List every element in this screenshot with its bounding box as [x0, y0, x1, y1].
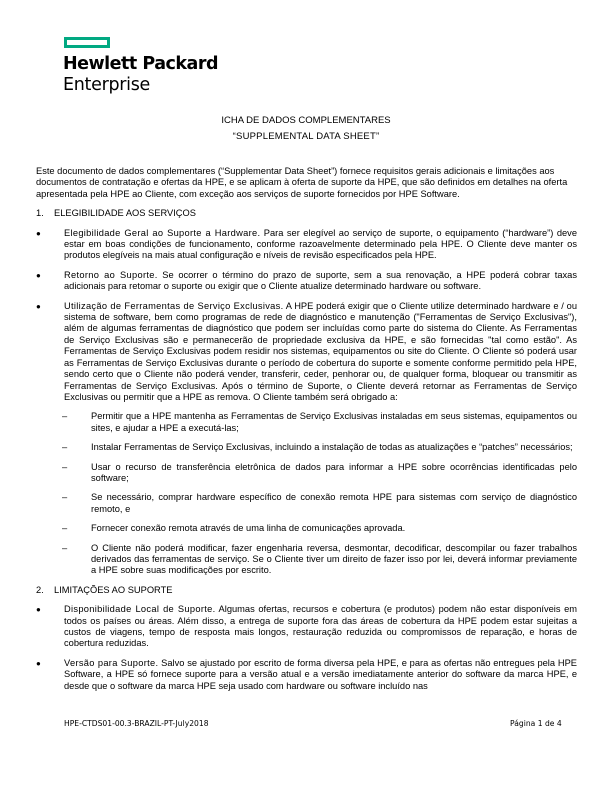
bullet-item [36, 604, 577, 650]
sub-list-item [36, 411, 577, 434]
bullet-text: Para ser elegível ao serviço de suporte, o equipamento (“hardware”) deve estar em boas condições de funcionamento, conforme razoavelmente determinado pela HPE. O Cliente deve manter os produtos elegíveis na mais atual configuração e níveis de revisão especificados pela HPE. [64, 227, 577, 261]
sub-item-text: Fornecer conexão remota através de uma linha de comunicações aprovada. [91, 523, 406, 534]
bullet-lead: Disponibilidade Local de Suporte. [64, 604, 216, 615]
sub-item-text: O Cliente não poderá modificar, fazer engenharia reversa, desmontar, decodificar, descompilar ou fazer trabalhos derivados das ferramentas de serviço. Se o Cliente tiver um direito de fazer isso por lei, deverá informar previamente a HPE sobre suas modificações por escrito. [91, 542, 577, 576]
sub-item-text: Permitir que a HPE mantenha as Ferramentas de Serviço Exclusivas instaladas em seus sistemas, equipamentos ou sites, e ajudar a HPE a executá-las; [91, 411, 577, 433]
bullet-text: A HPE poderá exigir que o Cliente utilize determinado hardware e / ou sistema de software, bem como programas de rede de diagnóstico e manutenção ("Ferramentas de Serviço Exclusivas"), além de algumas ferramentas de diagnóstico que podem ser incluídas como parte do sistema do Cliente. As Ferramentas de Serviço Exclusivas são e permanecerão de propriedade exclusiva da HPE, e são fornecidas "tal como estão". As Ferramentas de Serviço Exclusivas podem residir nos sistemas, equipamentos ou site do Cliente. O Cliente só poderá usar as Ferramentas de Serviço Exclusivas durante o período de cobertura do suporte e somente conforme permitido pela HPE, sendo certo que o Cliente não poderá vender, transferir, ceder, penhorar ou, de qualquer forma, bloquear ou transmitir as Ferramentas de Serviço Exclusivas. Após o término de Suporte, o Cliente deverá retornar as Ferramentas de Serviço Exclusivas ou permitir que a HPE as remova. O Cliente também será obrigado a: [64, 300, 577, 402]
dash-icon: – [62, 492, 68, 503]
sub-list-item [36, 462, 577, 485]
bullet-icon: ● [36, 658, 41, 668]
sub-list-item [36, 492, 577, 515]
intro-paragraph: Este documento de dados complementares (“Supplementar Data Sheet”) fornece requisitos gerais adicionais e limitações aos documentos de contratação e ofertas da HPE, e se aplicam à oferta de suporte da HPE, que são definidos em detalhes na oferta apresentada pela HPE ao Cliente, com exceção aos serviços de suporte fornecidos por HPE Software. [36, 166, 568, 199]
section-1-heading [36, 208, 577, 219]
bullet-item [36, 228, 577, 262]
hpe-logo-bar [64, 37, 110, 48]
sub-list-item [36, 543, 577, 577]
bullet-icon: ● [36, 228, 41, 238]
document-body [36, 166, 577, 700]
bullet-lead: Retorno ao Suporte. [64, 269, 158, 280]
section-number: 1. [36, 208, 44, 219]
document-subtitle: “SUPPLEMENTAL DATA SHEET” [232, 131, 380, 142]
bullet-text: Algumas ofertas, recursos e cobertura (e produtos) podem não estar disponíveis em todos os países ou áreas. Além disso, a entrega de suporte fora das áreas de cobertura da HPE podem estar sujeitas a custos de viagens, tempo de resposta mais longos, restauração reduzida ou compromissos de reparação, e horas de cobertura reduzidas. [64, 604, 577, 649]
bullet-text: Salvo se ajustado por escrito de forma diversa pela HPE, e para as ofertas não entregues pela HPE Software, a HPE só fornece suporte para a versão atual e a versão imediatamente anterior do software da marca HPE, e desde que o software da marca HPE seja usado com hardware ou software incluído nas [64, 657, 577, 691]
bullet-icon: ● [36, 605, 41, 615]
dash-icon: – [62, 461, 68, 472]
sub-item-text: Usar o recurso de transferência eletrônica de dados para informar a HPE sobre ocorrências identificadas pelo software; [91, 461, 577, 483]
bullet-item [36, 301, 577, 404]
footer-page-number: Página 1 de 4 [510, 719, 562, 728]
bullet-lead: Elegibilidade Geral ao Suporte a Hardware. [64, 227, 261, 238]
bullet-icon: ● [36, 270, 41, 280]
logo-text-line2: Enterprise [63, 75, 151, 95]
section-title: LIMITAÇÕES AO SUPORTE [54, 584, 173, 595]
bullet-lead: Versão para Suporte. [64, 657, 159, 668]
section-number: 2. [36, 584, 44, 595]
bullet-item [36, 658, 577, 692]
dash-icon: – [62, 542, 68, 553]
sub-list-item [36, 442, 577, 453]
sub-item-text: Instalar Ferramentas de Serviço Exclusivas, incluindo a instalação de todas as atualizações e “patches” necessários; [91, 442, 573, 453]
section-2-heading [36, 585, 577, 596]
sub-list-item [36, 523, 577, 534]
section-title: ELEGIBILIDADE AOS SERVIÇOS [54, 208, 196, 219]
dash-icon: – [62, 523, 68, 534]
bullet-text: Se ocorrer o término do prazo de suporte, sem a sua renovação, a HPE poderá cobrar taxas adicionais para retomar o suporte ou exigir que o Cliente atualize determinado hardware ou software. [64, 269, 577, 292]
bullet-lead: Utilização de Ferramentas de Serviço Exclusivas. [64, 300, 284, 311]
bullet-icon: ● [36, 301, 41, 311]
sub-item-text: Se necessário, comprar hardware específico de conexão remota HPE para sistemas com serviço de diagnóstico remoto, e [91, 492, 577, 514]
dash-icon: – [62, 442, 68, 453]
dash-icon: – [62, 411, 68, 422]
footer-document-id: HPE-CTDS01-00.3-BRAZIL-PT-July2018 [64, 719, 209, 728]
logo-text-line1: Hewlett Packard [63, 54, 219, 74]
document-title: ICHA DE DADOS COMPLEMENTARES [221, 115, 391, 126]
bullet-item [36, 270, 577, 293]
